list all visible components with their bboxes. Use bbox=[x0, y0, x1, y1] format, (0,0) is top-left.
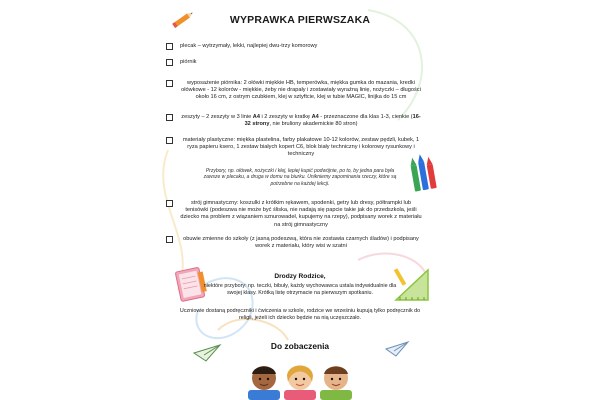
tip-note: Przybory, np. ołówek, nożyczki i klej, lepiej kupić podwójnie, po to, by jedna para była zawsze w plecaku, a druga w domu na biurku. Unikniemy zapominania rzeczy, które są potrzebne na każdej lekcji. bbox=[203, 168, 397, 187]
crayons-icon bbox=[408, 152, 438, 194]
page-title: WYPRAWKA PIERWSZAKA bbox=[229, 14, 371, 26]
item-text: piórnik bbox=[180, 59, 197, 65]
item-text: zeszyty – 2 zeszyty w 3 linie A4 i 2 zeszyty w kratkę A4 - przeznaczone dla klas 1-3, cienkie (16-32 strony, nie bruliony akademickie 80 stron) bbox=[181, 114, 421, 128]
checkbox[interactable] bbox=[166, 200, 173, 207]
checkbox[interactable] bbox=[166, 114, 173, 121]
see-you-heading: Do zobaczenia bbox=[270, 341, 330, 351]
item-text: materiały plastyczne: miękka plastelina, farby plakatowe 10-12 kolorów, zestaw pędzli, kubek, 1 ryza papieru ksero, 1 zestaw białych kopert C6, blok biały techniczny i kolorowy rysunkowy i techniczny bbox=[182, 137, 420, 158]
item-text: plecak – wytrzymały, lekki, najlepiej dwu-trzy komorowy bbox=[180, 43, 318, 49]
children-illustration bbox=[242, 356, 358, 400]
checkbox[interactable] bbox=[166, 137, 173, 144]
item-text: strój gimnastyczny: koszulki z krótkim rękawem, spodenki, getry lub dresy, półtrampki lub tenisówki (podeszwa nie może być śliska, nie nadają się papcie takie jak do przedszkola, jeśli dziecko ma problem z wiązaniem sznurowadeł, kupujemy na rzepy), podpisany worek z materiału na strój gimnastyczny bbox=[180, 200, 422, 228]
item-text: wyposażenie piórnika: 2 ołówki miękkie HB, temperówka, miękka gumka do mazania, kredki ołówkowe - 12 kolorów - miękkie, żeby nie drapały i zostawiały wyraźną linię, nożyczki – długości około 16 cm, z ostrym czubkiem, klej w sztyftcie, klej w tubie MAGIC, linijka do 15 cm bbox=[181, 80, 421, 101]
checkbox[interactable] bbox=[166, 236, 173, 243]
textbooks-note: Uczniowie dostaną podręczniki i ćwiczenia w szkole, rodzice we wrześniu kupują tylko podręcznik do religii, jeżeli ich dziecko będzie na nią uczęszczało. bbox=[179, 308, 421, 321]
item-text: obuwie zmienne do szkoły (z jasną podeszwą, która nie zostawia czarnych śladów) i podpisany worek z materiału, który wisi w szatni bbox=[183, 236, 419, 250]
checkbox[interactable] bbox=[166, 43, 173, 50]
dear-parents-heading: Drodzy Rodzice, bbox=[274, 273, 326, 280]
checkbox[interactable] bbox=[166, 59, 173, 66]
dear-parents-text: niektóre przybory: np. teczki, bibuły, każdy wychowawca ustala indywidualnie dla swojej klasy. Krótką listę otrzymacie na pierwszym spotkaniu. bbox=[203, 283, 397, 296]
document-page bbox=[158, 0, 442, 400]
checkbox[interactable] bbox=[166, 80, 173, 87]
